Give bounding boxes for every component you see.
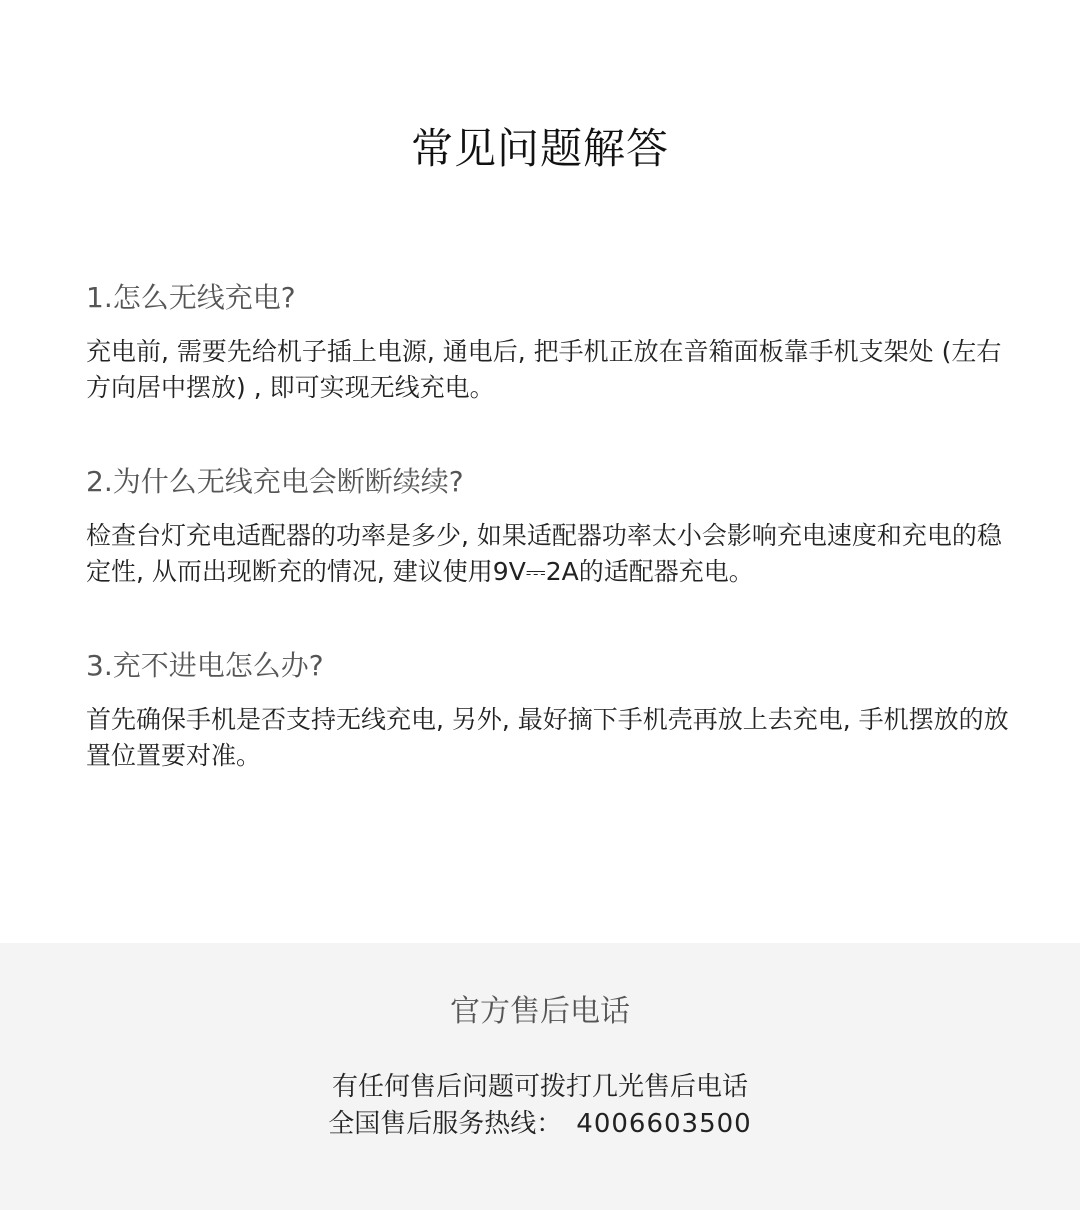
after-sales-description: 有任何售后问题可拨打几光售后电话 bbox=[331, 1072, 748, 1102]
faq-item bbox=[86, 462, 1016, 590]
after-sales-footer bbox=[0, 943, 1080, 1210]
faq-answer: 检查台灯充电适配器的功率是多少, 如果适配器功率太小会影响充电速度和充电的稳定性, 从而出现断充的情况, 建议使用9V⎓2A的适配器充电。 bbox=[86, 521, 1002, 586]
page-title: 常见问题解答 bbox=[410, 124, 669, 174]
after-sales-title: 官方售后电话 bbox=[450, 994, 630, 1029]
hotline-number[interactable]: 4006603500 bbox=[576, 1109, 752, 1139]
faq-answer: 充电前, 需要先给机子插上电源, 通电后, 把手机正放在音箱面板靠手机支架处 (左右方向居中摆放) , 即可实现无线充电。 bbox=[86, 337, 1002, 402]
faq-item bbox=[86, 646, 1016, 774]
faq-item bbox=[86, 278, 1016, 406]
faq-question: 2.为什么无线充电会断断续续? bbox=[86, 465, 464, 498]
faq-answer: 首先确保手机是否支持无线充电, 另外, 最好摘下手机壳再放上去充电, 手机摆放的放置位置要对准。 bbox=[86, 705, 1009, 770]
faq-question: 3.充不进电怎么办? bbox=[86, 649, 324, 682]
hotline-row bbox=[0, 1106, 1080, 1142]
hotline-label: 全国售后服务热线： bbox=[328, 1109, 563, 1139]
faq-question: 1.怎么无线充电? bbox=[86, 281, 296, 314]
faq-list bbox=[86, 278, 1016, 830]
